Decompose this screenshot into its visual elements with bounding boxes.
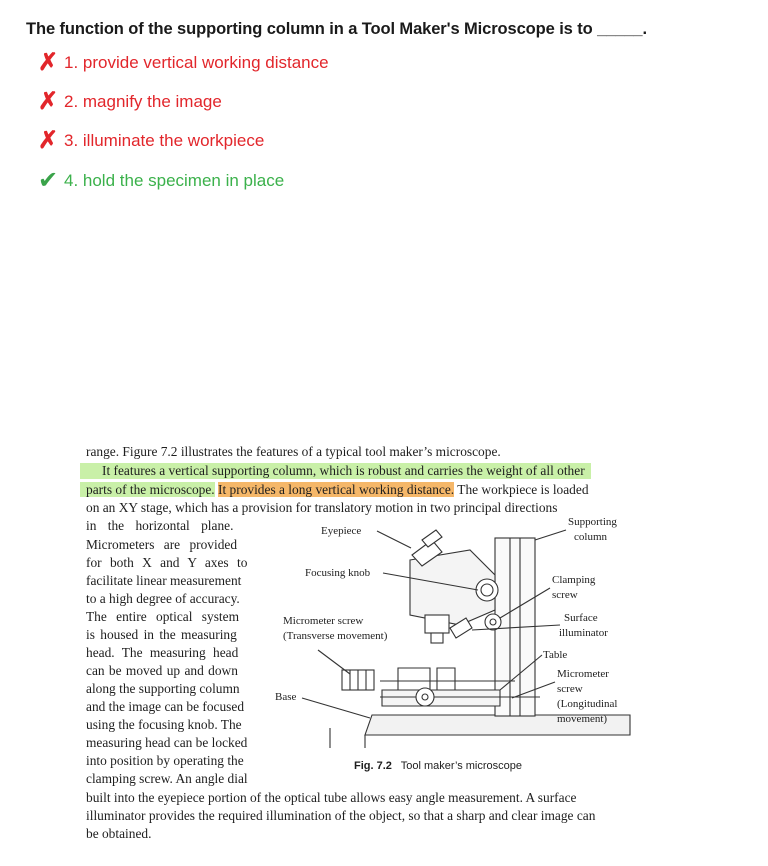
book-line: is housed in the measuring	[86, 627, 237, 642]
book-line: in the horizontal plane.	[86, 518, 234, 533]
book-line: into position by operating the	[86, 753, 244, 768]
label-micrometer-long-4: movement)	[557, 713, 608, 725]
cross-icon: ✗	[38, 49, 59, 76]
label-micrometer-long-3: (Longitudinal	[557, 698, 618, 710]
book-line: to a high degree of accuracy.	[86, 591, 240, 606]
book-line: using the focusing knob. The	[86, 717, 242, 732]
book-line: range. Figure 7.2 illustrates the features of a typical tool maker’s microscope.	[86, 444, 501, 459]
label-focusing-knob: Focusing knob	[305, 567, 371, 579]
option-1-label: 1. provide vertical working distance	[64, 53, 329, 72]
book-line: for both X and Y axes to	[86, 555, 248, 570]
label-supporting-column-2: column	[574, 531, 607, 543]
cross-icon: ✗	[38, 88, 59, 115]
question-text: The function of the supporting column in a Tool Maker's Microscope is to _____.	[26, 20, 647, 38]
label-base: Base	[275, 691, 297, 703]
book-line: can be moved up and down	[86, 663, 238, 678]
option-4-label: 4. hold the specimen in place	[64, 171, 285, 190]
book-line: Micrometers are provided	[86, 537, 238, 552]
label-micrometer-long-1: Micrometer	[557, 668, 609, 680]
book-line: head. The measuring head	[86, 645, 239, 660]
book-text: The workpiece is loaded	[457, 482, 589, 497]
option-3-label: 3. illuminate the workpiece	[64, 131, 265, 150]
book-line: clamping screw. An angle dial	[86, 771, 248, 786]
book-line: The entire optical system	[86, 609, 239, 624]
book-line: illuminator provides the required illumination of the object, so that a sharp and clear image can	[86, 808, 596, 823]
highlighted-text-orange: It provides a long vertical working distance.	[218, 482, 455, 497]
book-line: on an XY stage, which has a provision for translatory motion in two principal directions	[86, 500, 558, 515]
book-line: be obtained.	[86, 826, 152, 841]
book-line: measuring head can be locked	[86, 735, 248, 750]
label-supporting-column-1: Supporting	[568, 516, 617, 528]
label-clamping-2: screw	[552, 589, 578, 601]
label-micrometer-transverse-2: (Transverse movement)	[283, 630, 388, 642]
label-micrometer-transverse-1: Micrometer screw	[283, 615, 364, 627]
figure-caption	[354, 760, 522, 772]
label-table: Table	[543, 649, 568, 661]
option-2-label: 2. magnify the image	[64, 92, 222, 111]
label-surface-illuminator-2: illuminator	[559, 627, 608, 639]
book-line: and the image can be focused	[86, 699, 245, 714]
cross-icon: ✗	[38, 127, 59, 154]
label-clamping-1: Clamping	[552, 574, 596, 586]
book-line: facilitate linear measurement	[86, 573, 242, 588]
highlighted-line: It features a vertical supporting column, which is robust and carries the weight of all other	[80, 463, 591, 479]
book-line: built into the eyepiece portion of the optical tube allows easy angle measurement. A surface	[86, 790, 577, 805]
book-line: along the supporting column	[86, 681, 240, 696]
label-surface-illuminator-1: Surface	[564, 612, 598, 624]
figure-number: Fig. 7.2	[354, 760, 392, 772]
figure-title: Tool maker’s microscope	[400, 760, 523, 772]
check-icon: ✔	[38, 167, 59, 194]
label-eyepiece: Eyepiece	[321, 525, 362, 537]
label-micrometer-long-2: screw	[557, 683, 583, 695]
highlighted-text-green: parts of the microscope.	[80, 482, 215, 497]
